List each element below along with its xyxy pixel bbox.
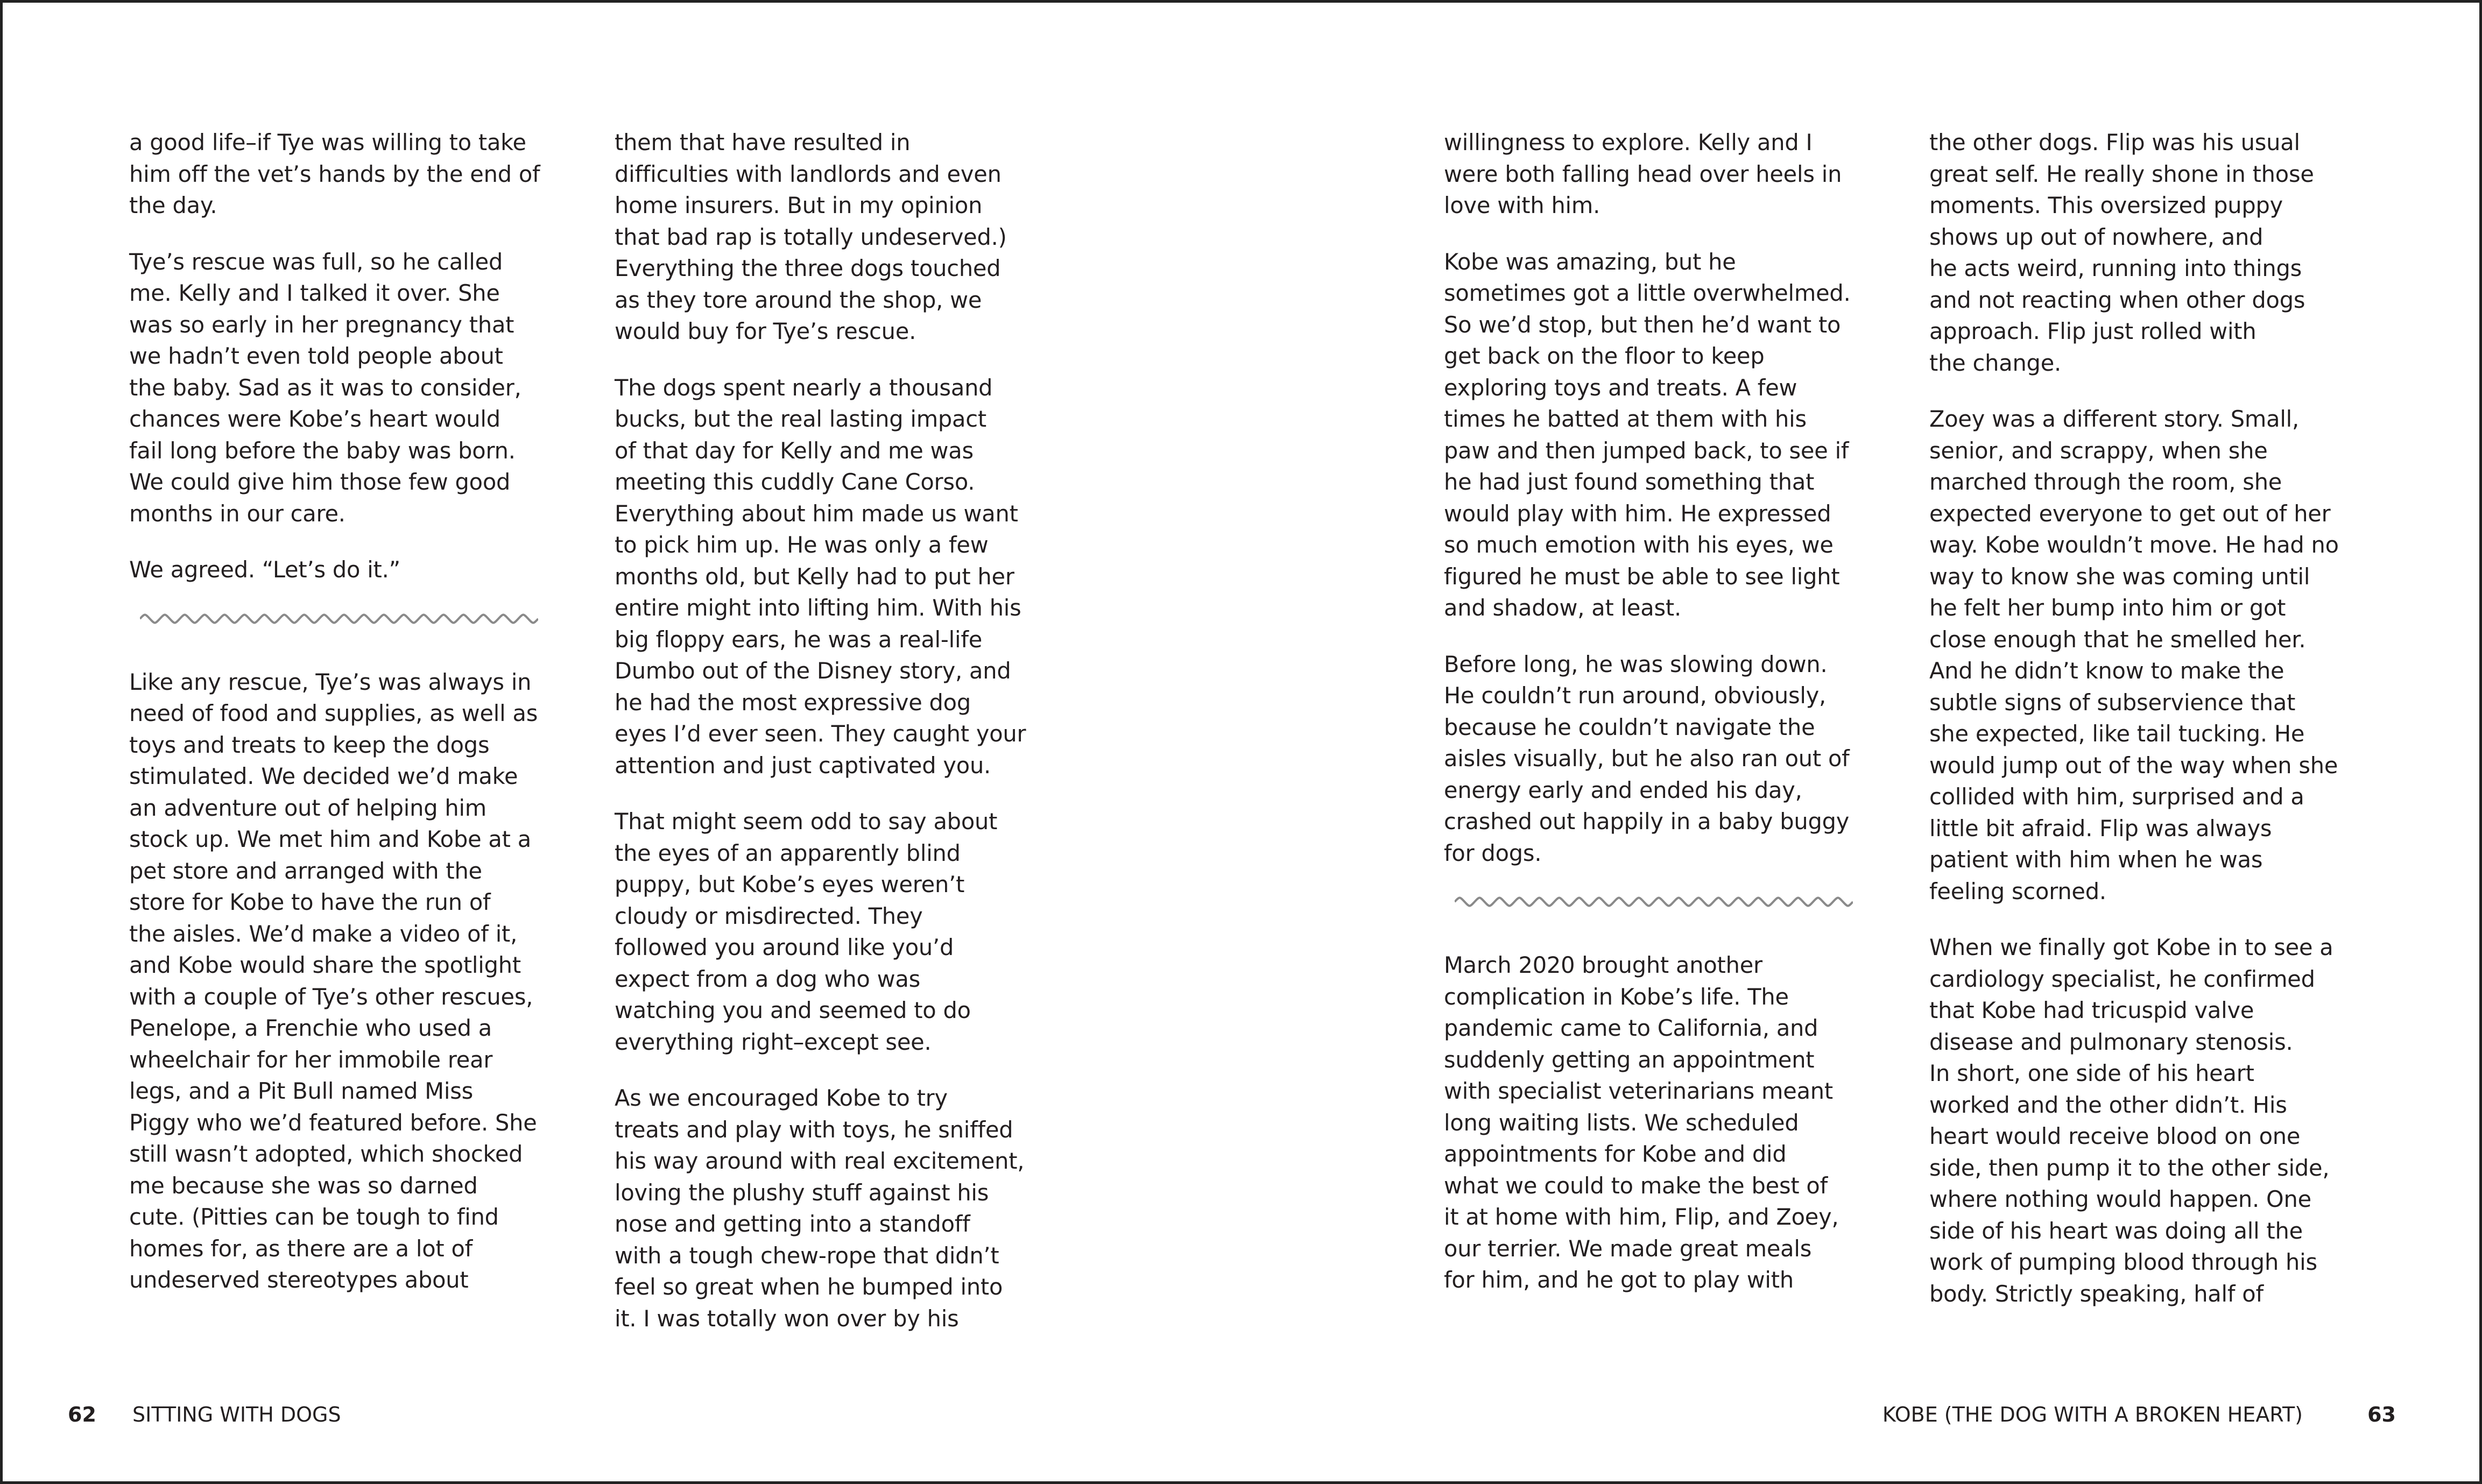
text-line: Everything the three dogs touched [615,255,1001,281]
paragraph [129,667,560,1296]
text-line: chances were Kobe’s heart would [129,406,500,432]
text-line: the day. [129,192,217,218]
text-line: me. Kelly and I talked it over. She [129,280,500,306]
text-line: When we finally got Kobe in to see a [1929,934,2333,960]
text-line: Kobe was amazing, but he [1444,248,1736,275]
right-page-column-2 [1929,127,2360,1334]
text-line: work of pumping blood through his [1929,1249,2317,1275]
text-line: home insurers. But in my opinion [615,192,983,218]
page-number-right: 63 [2367,1403,2396,1426]
text-line: close enough that he smelled her. [1929,626,2306,653]
text-line: and shadow, at least. [1444,595,1681,621]
text-line: would buy for Tye’s rescue. [615,318,916,344]
text-line: exploring toys and treats. A few [1444,374,1797,401]
text-line: As we encouraged Kobe to try [615,1085,948,1111]
text-line: paw and then jumped back, to see if [1444,437,1849,464]
text-line: she expected, like tail tucking. He [1929,720,2305,747]
text-line: appointments for Kobe and did [1444,1141,1787,1167]
paragraph [1444,127,1874,222]
text-line: everything right–except see. [615,1028,932,1055]
left-page-column-2 [615,127,1045,1359]
text-line: wheelchair for her immobile rear [129,1046,493,1073]
text-line: Before long, he was slowing down. [1444,651,1828,677]
running-head-right: KOBE (THE DOG WITH A BROKEN HEART) [1882,1403,2303,1426]
text-line: he acts weird, running into things [1929,255,2302,281]
text-line: way. Kobe wouldn’t move. He had no [1929,532,2339,558]
text-line: heart would receive blood on one [1929,1123,2301,1149]
wave-divider-ornament [1455,893,1853,911]
text-line: side of his heart was doing all the [1929,1217,2303,1244]
text-line: with a tough chew-rope that didn’t [615,1242,999,1269]
text-line: aisles visually, but he also ran out of [1444,745,1850,772]
text-line: store for Kobe to have the run of [129,889,491,915]
paragraph [1929,404,2360,907]
text-line: and not reacting when other dogs [1929,286,2305,313]
text-line: little bit afraid. Flip was always [1929,815,2272,842]
text-line: way to know she was coming until [1929,563,2310,590]
text-line: figured he must be able to see light [1444,563,1840,590]
text-line: worked and the other didn’t. His [1929,1091,2287,1118]
text-line: the aisles. We’d make a video of it, [129,920,518,947]
text-line: subtle signs of subservience that [1929,689,2296,716]
text-line: approach. Flip just rolled with [1929,318,2257,344]
text-line: he had the most expressive dog [615,689,971,716]
text-line: so much emotion with his eyes, we [1444,532,1834,558]
text-line: was so early in her pregnancy that [129,311,514,338]
text-line: months in our care. [129,500,345,527]
text-line: pet store and arranged with the [129,857,482,884]
text-line: difficulties with landlords and even [615,160,1002,187]
paragraph [615,127,1045,348]
text-line: expected everyone to get out of her [1929,500,2331,527]
text-line: cardiology specialist, he confirmed [1929,965,2315,992]
text-line: watching you and seemed to do [615,997,971,1023]
text-line: an adventure out of helping him [129,794,487,821]
text-line: puppy, but Kobe’s eyes weren’t [615,871,965,898]
text-line: of that day for Kelly and me was [615,437,974,464]
text-line: nose and getting into a standoff [615,1211,970,1237]
text-line: as they tore around the shop, we [615,286,982,313]
text-line: feeling scorned. [1929,878,2106,904]
text-line: shows up out of nowhere, and [1929,223,2264,250]
text-line: bucks, but the real lasting impact [615,406,986,432]
text-line: me because she was so darned [129,1172,478,1199]
text-line: entire might into lifting him. With his [615,595,1021,621]
text-line: The dogs spent nearly a thousand [615,374,993,401]
text-line: for him, and he got to play with [1444,1267,1794,1293]
text-line: that bad rap is totally undeserved.) [615,223,1007,250]
left-page-column-1 [129,127,560,1321]
text-line: would jump out of the way when she [1929,752,2338,779]
text-line: senior, and scrappy, when she [1929,437,2268,464]
text-line: feel so great when he bumped into [615,1274,1003,1300]
text-line: willingness to explore. Kelly and I [1444,129,1813,156]
text-line: And he didn’t know to make the [1929,658,2284,684]
text-line: times he batted at them with his [1444,406,1807,432]
right-page-column-1 [1444,127,1874,1321]
text-line: months old, but Kelly had to put her [615,563,1014,590]
text-line: our terrier. We made great meals [1444,1235,1812,1262]
text-line: were both falling head over heels in [1444,160,1842,187]
text-line: it at home with him, Flip, and Zoey, [1444,1204,1839,1230]
text-line: would play with him. He expressed [1444,500,1831,527]
text-line: cloudy or misdirected. They [615,902,923,929]
text-line: Piggy who we’d featured before. She [129,1109,537,1136]
text-line: still wasn’t adopted, which shocked [129,1141,523,1167]
text-line: In short, one side of his heart [1929,1060,2254,1086]
text-line: patient with him when he was [1929,846,2263,873]
text-line: loving the plushy stuff against his [615,1179,989,1206]
text-line: body. Strictly speaking, half of [1929,1280,2264,1307]
wave-divider-ornament [140,610,538,628]
text-line: a good life–if Tye was willing to take [129,129,526,156]
text-line: them that have resulted in [615,129,911,156]
text-line: homes for, as there are a lot of [129,1235,473,1262]
paragraph [1444,649,1874,870]
text-line: Dumbo out of the Disney story, and [615,658,1011,684]
text-line: We could give him those few good [129,469,511,495]
text-line: he had just found something that [1444,469,1815,495]
text-line: him off the vet’s hands by the end of [129,160,540,187]
text-line: his way around with real excitement, [615,1148,1025,1174]
text-line: where nothing would happen. One [1929,1186,2311,1212]
paragraph [129,554,560,586]
text-line: toys and treats to keep the dogs [129,731,490,758]
text-line: the change. [1929,349,2062,376]
paragraph [615,372,1045,782]
paragraph [1444,950,1874,1296]
text-line: complication in Kobe’s life. The [1444,983,1789,1010]
text-line: moments. This oversized puppy [1929,192,2283,218]
text-line: eyes I’d ever seen. They caught your [615,720,1026,747]
text-line: to pick him up. He was only a few [615,532,989,558]
text-line: collided with him, surprised and a [1929,783,2304,810]
text-line: that Kobe had tricuspid valve [1929,997,2254,1023]
text-line: attention and just captivated you. [615,752,991,779]
text-line: the baby. Sad as it was to consider, [129,374,521,401]
text-line: Zoey was a different story. Small, [1929,406,2300,432]
text-line: the other dogs. Flip was his usual [1929,129,2300,156]
text-line: the eyes of an apparently blind [615,839,961,866]
text-line: need of food and supplies, as well as [129,700,538,726]
text-line: Like any rescue, Tye’s was always in [129,668,532,695]
text-line: March 2020 brought another [1444,952,1762,978]
text-line: side, then pump it to the other side, [1929,1154,2330,1181]
text-line: fail long before the baby was born. [129,437,516,464]
text-line: treats and play with toys, he sniffed [615,1116,1013,1143]
paragraph [615,1083,1045,1334]
text-line: with a couple of Tye’s other rescues, [129,983,533,1010]
text-line: We agreed. “Let’s do it.” [129,556,400,583]
text-line: long waiting lists. We scheduled [1444,1109,1799,1136]
text-line: meeting this cuddly Cane Corso. [615,469,975,495]
page-number-left: 62 [68,1403,96,1426]
text-line: cute. (Pitties can be tough to find [129,1204,499,1230]
paragraph [1929,932,2360,1310]
text-line: love with him. [1444,192,1600,218]
text-line: That might seem odd to say about [615,808,998,835]
text-line: it. I was totally won over by his [615,1305,959,1332]
text-line: Tye’s rescue was full, so he called [129,248,503,275]
text-line: followed you around like you’d [615,934,954,960]
text-line: great self. He really shone in those [1929,160,2314,187]
text-line: what we could to make the best of [1444,1172,1828,1199]
text-line: He couldn’t run around, obviously, [1444,682,1827,709]
text-line: expect from a dog who was [615,965,920,992]
text-line: So we’d stop, but then he’d want to [1444,311,1841,338]
text-line: legs, and a Pit Bull named Miss [129,1078,474,1104]
text-line: big floppy ears, he was a real-life [615,626,983,653]
text-line: stock up. We met him and Kobe at a [129,826,531,852]
paragraph [1929,127,2360,379]
text-line: with specialist veterinarians meant [1444,1078,1833,1104]
text-line: he felt her bump into him or got [1929,595,2286,621]
text-line: energy early and ended his day, [1444,776,1802,803]
text-line: disease and pulmonary stenosis. [1929,1028,2293,1055]
text-line: undeserved stereotypes about [129,1267,469,1293]
text-line: Everything about him made us want [615,500,1018,527]
text-line: sometimes got a little overwhelmed. [1444,280,1851,306]
paragraph [129,246,560,530]
running-head-left: SITTING WITH DOGS [132,1403,341,1426]
text-line: crashed out happily in a baby buggy [1444,808,1850,835]
text-line: and Kobe would share the spotlight [129,952,521,978]
text-line: Penelope, a Frenchie who used a [129,1015,492,1041]
text-line: because he couldn’t navigate the [1444,713,1815,740]
paragraph [1444,246,1874,624]
paragraph [615,806,1045,1058]
text-line: suddenly getting an appointment [1444,1046,1815,1073]
text-line: pandemic came to California, and [1444,1015,1818,1041]
text-line: stimulated. We decided we’d make [129,763,518,789]
text-line: we hadn’t even told people about [129,343,503,369]
text-line: get back on the floor to keep [1444,343,1765,369]
paragraph [129,127,560,222]
text-line: for dogs. [1444,839,1542,866]
text-line: marched through the room, she [1929,469,2282,495]
